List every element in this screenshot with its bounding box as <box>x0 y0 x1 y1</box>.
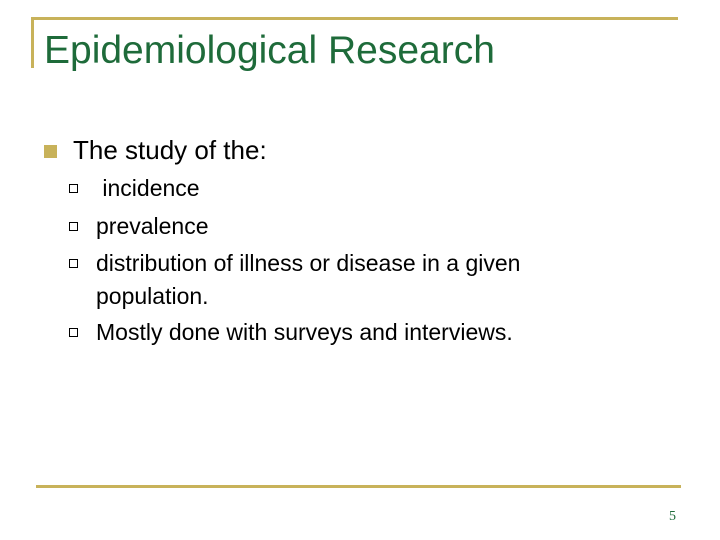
slide-title: Epidemiological Research <box>44 29 495 72</box>
page-number: 5 <box>669 509 676 524</box>
bottom-border-line <box>36 485 681 488</box>
square-bullet-icon <box>44 145 57 158</box>
hollow-square-bullet-icon <box>69 259 78 268</box>
top-border-line <box>31 17 678 20</box>
sub-bullet-prevalence: prevalence <box>96 213 209 239</box>
sub-bullet-incidence: incidence <box>96 175 200 201</box>
sub-bullet-distribution-continued: population. <box>96 283 209 309</box>
hollow-square-bullet-icon <box>69 222 78 231</box>
hollow-square-bullet-icon <box>69 328 78 337</box>
sub-bullet-distribution: distribution of illness or disease in a given <box>96 250 521 276</box>
sub-bullet-surveys: Mostly done with surveys and interviews. <box>96 319 513 345</box>
main-bullet-text: The study of the: <box>73 135 267 165</box>
hollow-square-bullet-icon <box>69 184 78 193</box>
left-border-line <box>31 17 34 68</box>
